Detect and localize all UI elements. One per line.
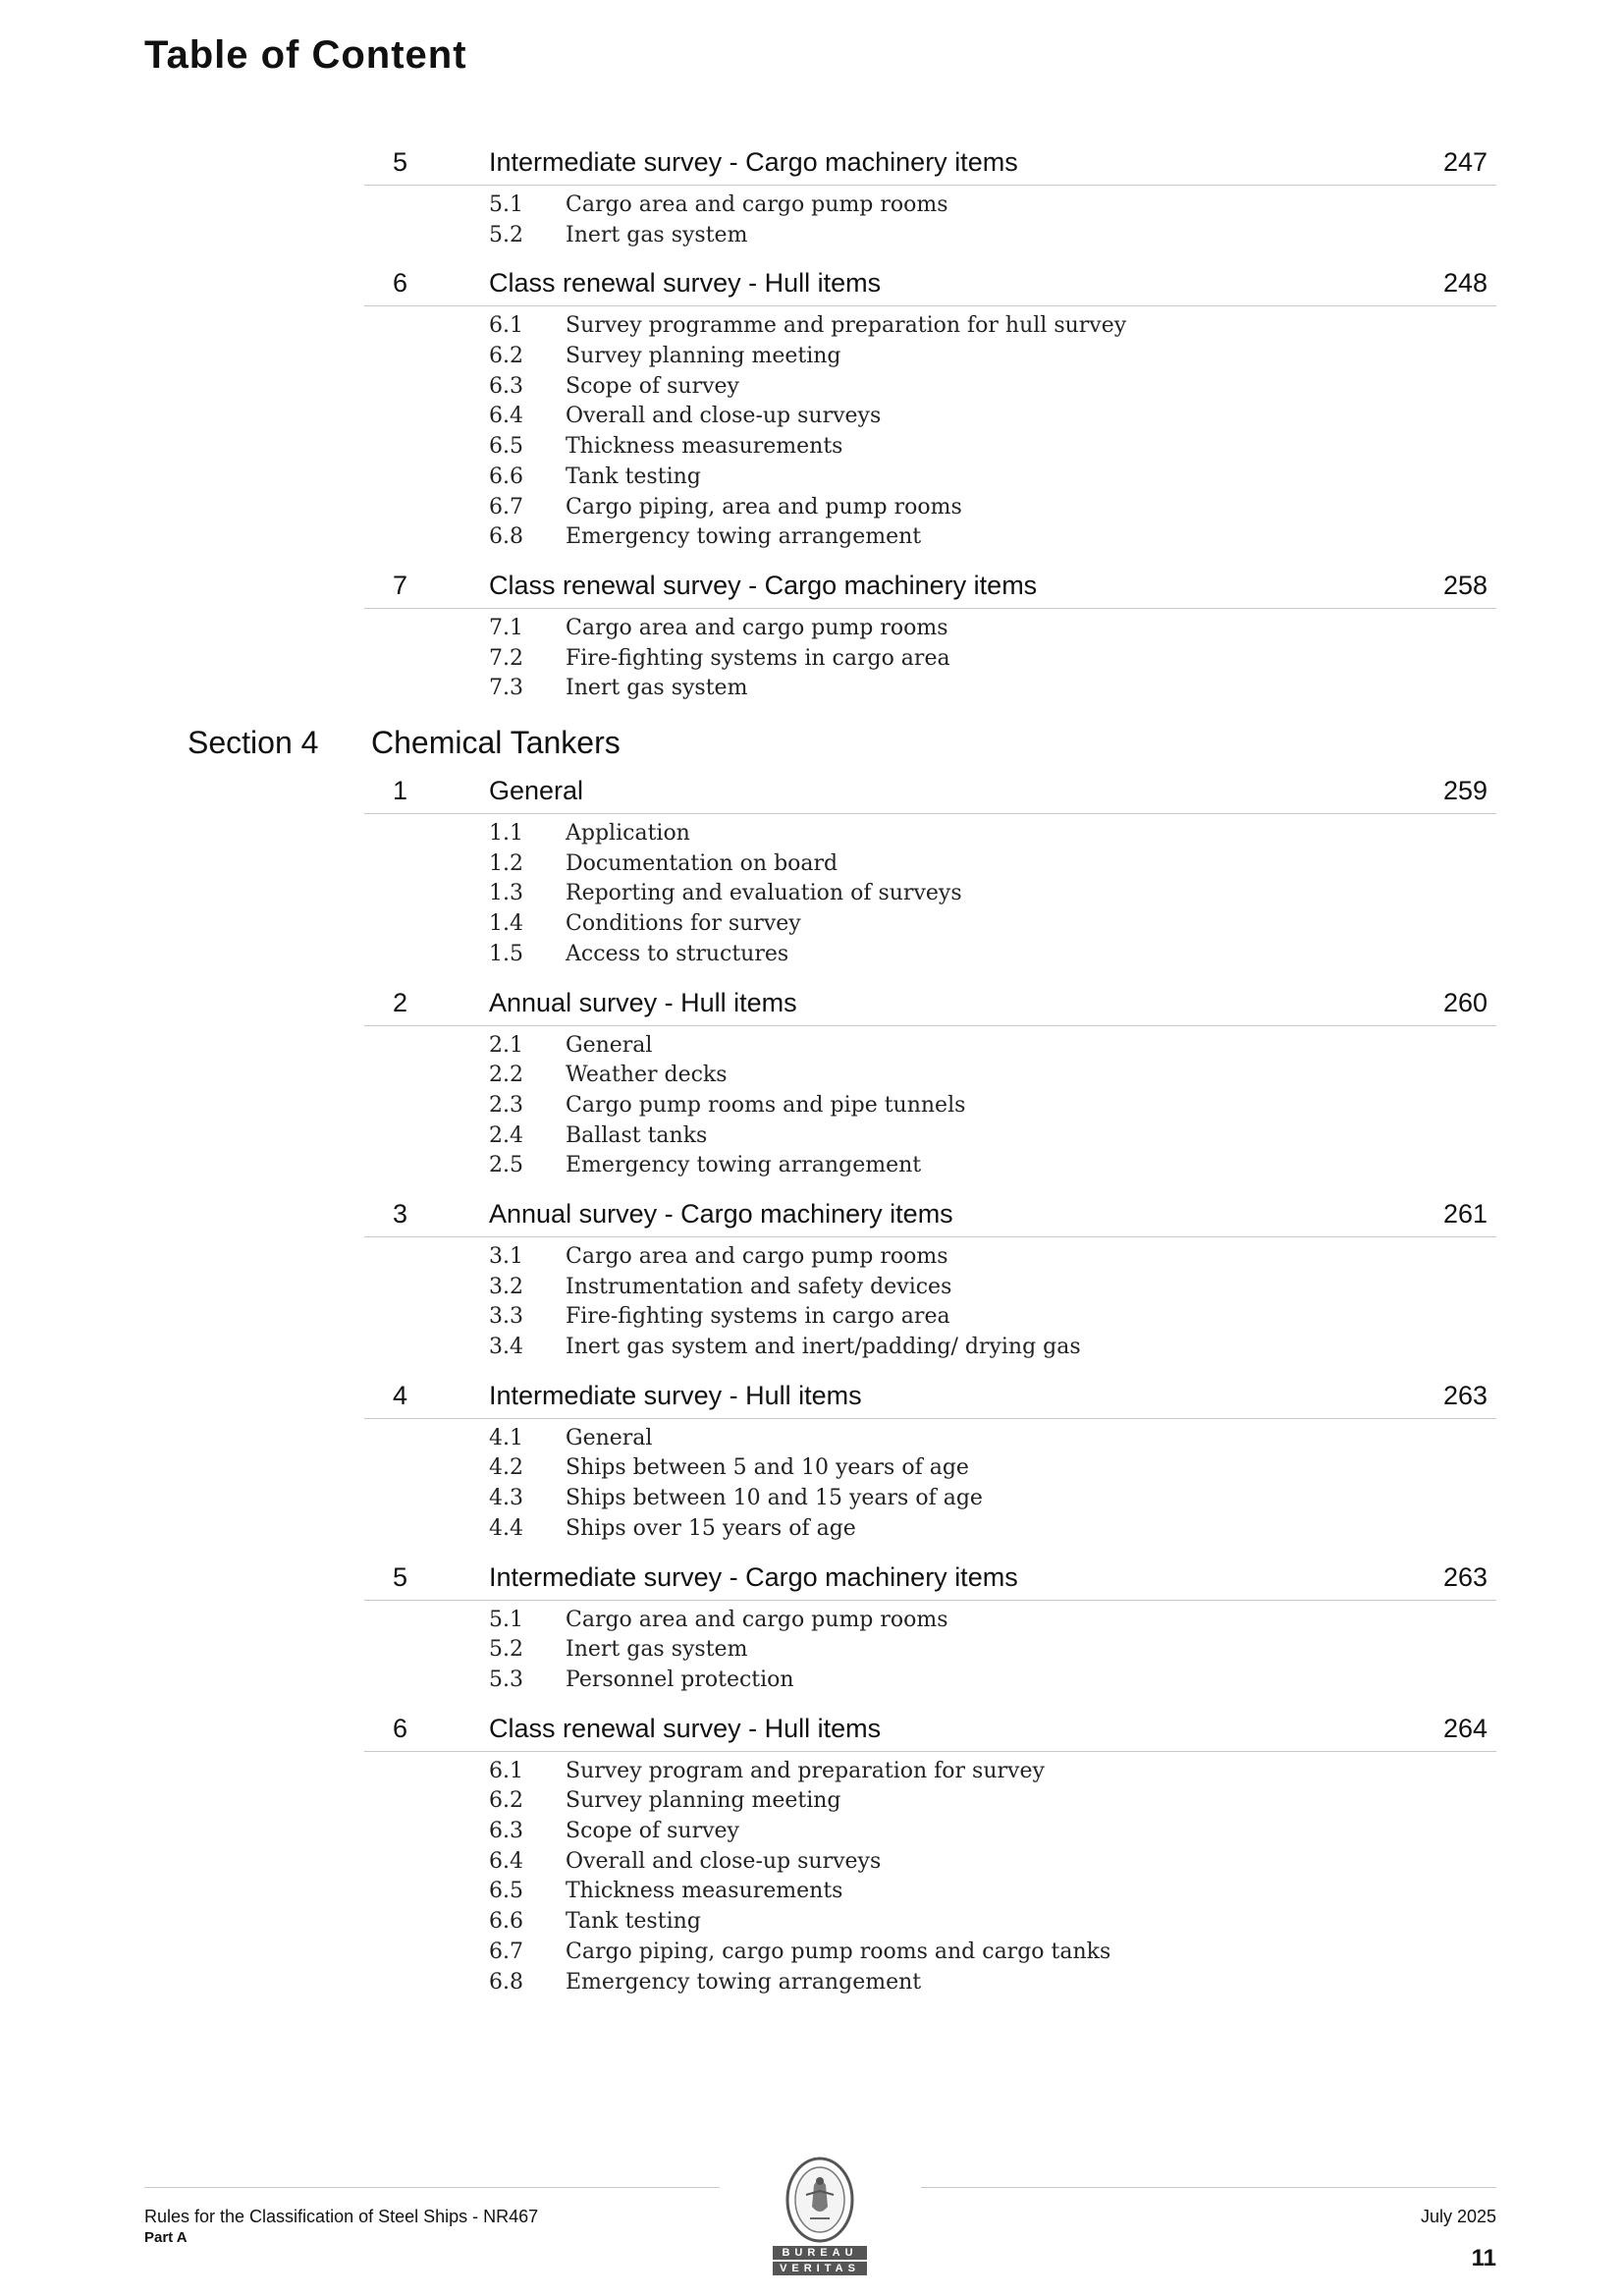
article-heading[interactable] bbox=[0, 1558, 1622, 1603]
subsection-number: 7.2 bbox=[489, 645, 523, 671]
subsection-number: 6.5 bbox=[489, 434, 523, 460]
article-heading[interactable] bbox=[0, 772, 1622, 816]
article-title: Intermediate survey - Hull items bbox=[489, 1380, 862, 1410]
subsection-item[interactable] bbox=[0, 1970, 1622, 2000]
subsection-item[interactable] bbox=[0, 851, 1622, 882]
article-title: Intermediate survey - Cargo machinery items bbox=[489, 1561, 1018, 1592]
article-title: Class renewal survey - Cargo machinery items bbox=[489, 571, 1038, 600]
article-heading[interactable] bbox=[0, 1377, 1622, 1421]
subsection-item[interactable] bbox=[0, 1455, 1622, 1486]
logo-seal-icon bbox=[771, 2156, 869, 2246]
subsection-list bbox=[0, 1426, 1622, 1547]
subsection-list bbox=[0, 1608, 1622, 1698]
subsection-number: 5.3 bbox=[489, 1667, 523, 1692]
subsection-number: 2.2 bbox=[489, 1063, 523, 1088]
article-divider bbox=[364, 1418, 1496, 1419]
subsection-title: Emergency towing arrangement bbox=[566, 1969, 922, 1995]
subsection-title: Thickness measurements bbox=[566, 434, 843, 460]
subsection-item[interactable] bbox=[0, 434, 1622, 465]
article-divider bbox=[364, 185, 1496, 186]
subsection-number: 6.2 bbox=[489, 344, 523, 369]
subsection-number: 4.4 bbox=[489, 1515, 523, 1541]
article-page-number: 258 bbox=[1442, 571, 1487, 600]
article-heading[interactable] bbox=[0, 984, 1622, 1028]
footer-divider-left bbox=[144, 2187, 720, 2188]
subsection-title: Overall and close-up surveys bbox=[566, 404, 882, 429]
subsection-number: 6.3 bbox=[489, 1819, 523, 1844]
subsection-item[interactable] bbox=[0, 1486, 1622, 1516]
subsection-title: Survey program and preparation for survey bbox=[566, 1758, 1045, 1783]
subsection-item[interactable] bbox=[0, 1637, 1622, 1667]
subsection-number: 6.4 bbox=[489, 1848, 523, 1874]
subsection-number: 6.2 bbox=[489, 1788, 523, 1814]
article-page-number: 247 bbox=[1442, 147, 1487, 177]
section-title: Chemical Tankers bbox=[371, 725, 621, 760]
subsection-title: Survey programme and preparation for hull survey bbox=[566, 313, 1127, 339]
subsection-number: 2.5 bbox=[489, 1153, 523, 1178]
subsection-item[interactable] bbox=[0, 821, 1622, 851]
subsection-number: 1.1 bbox=[489, 821, 523, 846]
subsection-title: Instrumentation and safety devices bbox=[566, 1274, 952, 1299]
subsection-number: 4.2 bbox=[489, 1455, 523, 1481]
subsection-number: 5.1 bbox=[489, 192, 523, 217]
subsection-number: 6.6 bbox=[489, 464, 523, 489]
bureau-veritas-logo bbox=[771, 2156, 869, 2278]
subsection-number: 5.2 bbox=[489, 1637, 523, 1663]
subsection-number: 4.1 bbox=[489, 1425, 523, 1450]
subsection-item[interactable] bbox=[0, 676, 1622, 706]
subsection-item[interactable] bbox=[0, 942, 1622, 972]
subsection-title: Survey planning meeting bbox=[566, 344, 841, 369]
subsection-title: Cargo piping, area and pump rooms bbox=[566, 494, 962, 519]
subsection-number: 3.4 bbox=[489, 1335, 523, 1360]
subsection-number: 3.2 bbox=[489, 1274, 523, 1299]
article-heading[interactable] bbox=[0, 1710, 1622, 1754]
subsection-item[interactable] bbox=[0, 1788, 1622, 1819]
article-divider bbox=[364, 1751, 1496, 1752]
page-number: 11 bbox=[1471, 2245, 1496, 2271]
article-number: 7 bbox=[393, 571, 408, 600]
article-divider bbox=[364, 305, 1496, 306]
subsection-item[interactable] bbox=[0, 1759, 1622, 1789]
article-title: Class renewal survey - Hull items bbox=[489, 1713, 882, 1743]
subsection-number: 4.3 bbox=[489, 1486, 523, 1511]
subsection-item[interactable] bbox=[0, 1426, 1622, 1456]
subsection-item[interactable] bbox=[0, 1667, 1622, 1698]
article-number: 1 bbox=[393, 776, 408, 805]
subsection-title: Cargo area and cargo pump rooms bbox=[566, 192, 948, 217]
subsection-title: Application bbox=[566, 821, 690, 846]
subsection-title: Emergency towing arrangement bbox=[566, 1153, 922, 1178]
subsection-number: 1.3 bbox=[489, 881, 523, 906]
article-heading[interactable] bbox=[0, 1195, 1622, 1239]
subsection-item[interactable] bbox=[0, 881, 1622, 911]
subsection-item[interactable] bbox=[0, 1153, 1622, 1183]
subsection-number: 6.1 bbox=[489, 1758, 523, 1783]
subsection-title: Ships between 10 and 15 years of age bbox=[566, 1486, 983, 1511]
subsection-title: Scope of survey bbox=[566, 1819, 739, 1844]
footer-part: Part A bbox=[144, 2229, 188, 2246]
subsection-list bbox=[0, 821, 1622, 971]
subsection-title: Cargo area and cargo pump rooms bbox=[566, 1244, 948, 1269]
subsection-title: Inert gas system and inert/padding/ drying gas bbox=[566, 1335, 1081, 1360]
subsection-item[interactable] bbox=[0, 1819, 1622, 1849]
article-title: General bbox=[489, 776, 584, 805]
footer-date: July 2025 bbox=[1420, 2207, 1496, 2226]
subsection-title: Weather decks bbox=[566, 1063, 728, 1088]
subsection-title: Fire-fighting systems in cargo area bbox=[566, 645, 950, 671]
subsection-number: 7.1 bbox=[489, 616, 523, 640]
subsection-list bbox=[0, 616, 1622, 706]
subsection-item[interactable] bbox=[0, 1940, 1622, 1970]
subsection-item[interactable] bbox=[0, 1123, 1622, 1154]
article-number: 6 bbox=[393, 268, 408, 299]
subsection-item[interactable] bbox=[0, 1093, 1622, 1123]
subsection-title: General bbox=[566, 1425, 653, 1450]
subsection-item[interactable] bbox=[0, 192, 1622, 223]
subsection-title: Cargo area and cargo pump rooms bbox=[566, 1607, 948, 1632]
subsection-title: Survey planning meeting bbox=[566, 1788, 841, 1814]
article-divider bbox=[364, 608, 1496, 609]
subsection-item[interactable] bbox=[0, 374, 1622, 405]
subsection-number: 5.1 bbox=[489, 1607, 523, 1632]
subsection-item[interactable] bbox=[0, 1849, 1622, 1880]
section-number: Section 4 bbox=[188, 725, 319, 760]
subsection-number: 6.8 bbox=[489, 524, 523, 550]
subsection-number: 7.3 bbox=[489, 676, 523, 701]
subsection-item[interactable] bbox=[0, 911, 1622, 942]
section-heading bbox=[0, 725, 1622, 774]
subsection-item[interactable] bbox=[0, 524, 1622, 555]
subsection-list bbox=[0, 192, 1622, 252]
subsection-number: 2.4 bbox=[489, 1122, 523, 1148]
subsection-number: 6.4 bbox=[489, 404, 523, 429]
subsection-title: Cargo area and cargo pump rooms bbox=[566, 616, 948, 640]
subsection-item[interactable] bbox=[0, 646, 1622, 677]
subsection-title: Fire-fighting systems in cargo area bbox=[566, 1304, 950, 1330]
subsection-number: 6.1 bbox=[489, 313, 523, 339]
article-divider bbox=[364, 1025, 1496, 1026]
subsection-item[interactable] bbox=[0, 223, 1622, 253]
article-page-number: 260 bbox=[1442, 987, 1487, 1017]
subsection-number: 3.3 bbox=[489, 1304, 523, 1330]
article-page-number: 261 bbox=[1442, 1199, 1487, 1229]
subsection-title: Emergency towing arrangement bbox=[566, 524, 922, 550]
subsection-title: Inert gas system bbox=[566, 222, 748, 247]
subsection-number: 1.2 bbox=[489, 850, 523, 876]
article-page-number: 264 bbox=[1442, 1713, 1487, 1743]
subsection-item[interactable] bbox=[0, 1063, 1622, 1093]
subsection-title: Tank testing bbox=[566, 1909, 701, 1935]
subsection-title: Overall and close-up surveys bbox=[566, 1848, 882, 1874]
subsection-list bbox=[0, 1759, 1622, 2000]
subsection-item[interactable] bbox=[0, 1033, 1622, 1064]
subsection-item[interactable] bbox=[0, 1335, 1622, 1365]
article-divider bbox=[364, 1236, 1496, 1237]
subsection-item[interactable] bbox=[0, 1879, 1622, 1909]
subsection-item[interactable] bbox=[0, 495, 1622, 525]
subsection-title: Ships over 15 years of age bbox=[566, 1515, 856, 1541]
subsection-title: Inert gas system bbox=[566, 676, 748, 701]
subsection-title: Tank testing bbox=[566, 464, 701, 489]
subsection-title: Ships between 5 and 10 years of age bbox=[566, 1455, 969, 1481]
article-divider bbox=[364, 813, 1496, 814]
subsection-number: 2.1 bbox=[489, 1032, 523, 1058]
subsection-item[interactable] bbox=[0, 1275, 1622, 1305]
subsection-title: Ballast tanks bbox=[566, 1122, 708, 1148]
subsection-list bbox=[0, 1033, 1622, 1183]
subsection-number: 3.1 bbox=[489, 1244, 523, 1269]
article-title: Intermediate survey - Cargo machinery items bbox=[489, 147, 1018, 177]
article-number: 2 bbox=[393, 987, 408, 1017]
subsection-number: 1.5 bbox=[489, 941, 523, 966]
subsection-title: Conditions for survey bbox=[566, 911, 801, 937]
subsection-title: Documentation on board bbox=[566, 850, 838, 876]
subsection-number: 6.7 bbox=[489, 494, 523, 519]
subsection-title: Cargo piping, cargo pump rooms and cargo tanks bbox=[566, 1939, 1111, 1964]
article-number: 3 bbox=[393, 1199, 408, 1229]
logo-band-bottom: VERITAS bbox=[773, 2262, 867, 2275]
subsection-number: 2.3 bbox=[489, 1092, 523, 1118]
article-page-number: 259 bbox=[1442, 776, 1487, 805]
subsection-title: Thickness measurements bbox=[566, 1879, 843, 1904]
subsection-title: Reporting and evaluation of surveys bbox=[566, 881, 962, 906]
page-title: Table of Content bbox=[144, 33, 467, 77]
subsection-title: Scope of survey bbox=[566, 373, 739, 399]
subsection-number: 1.4 bbox=[489, 911, 523, 937]
subsection-item[interactable] bbox=[0, 1516, 1622, 1547]
article-heading[interactable] bbox=[0, 264, 1622, 308]
subsection-item[interactable] bbox=[0, 616, 1622, 646]
subsection-title: General bbox=[566, 1032, 653, 1058]
article-title: Annual survey - Cargo machinery items bbox=[489, 1199, 953, 1229]
subsection-number: 6.8 bbox=[489, 1969, 523, 1995]
subsection-number: 6.3 bbox=[489, 373, 523, 399]
article-title: Annual survey - Hull items bbox=[489, 987, 797, 1017]
logo-band-top: BUREAU bbox=[773, 2246, 867, 2260]
subsection-item[interactable] bbox=[0, 1909, 1622, 1940]
subsection-number: 5.2 bbox=[489, 222, 523, 247]
subsection-item[interactable] bbox=[0, 344, 1622, 374]
subsection-number: 6.5 bbox=[489, 1879, 523, 1904]
article-divider bbox=[364, 1600, 1496, 1601]
subsection-title: Cargo pump rooms and pipe tunnels bbox=[566, 1092, 966, 1118]
subsection-title: Personnel protection bbox=[566, 1667, 794, 1692]
article-page-number: 248 bbox=[1442, 268, 1487, 299]
subsection-item[interactable] bbox=[0, 313, 1622, 344]
article-heading[interactable] bbox=[0, 143, 1622, 188]
subsection-item[interactable] bbox=[0, 1244, 1622, 1275]
article-number: 5 bbox=[393, 1561, 408, 1592]
subsection-item[interactable] bbox=[0, 465, 1622, 495]
article-page-number: 263 bbox=[1442, 1561, 1487, 1592]
article-number: 6 bbox=[393, 1713, 408, 1743]
subsection-number: 6.6 bbox=[489, 1909, 523, 1935]
article-number: 5 bbox=[393, 147, 408, 177]
article-page-number: 263 bbox=[1442, 1380, 1487, 1410]
article-number: 4 bbox=[393, 1380, 408, 1410]
article-title: Class renewal survey - Hull items bbox=[489, 268, 882, 299]
subsection-title: Access to structures bbox=[566, 941, 789, 966]
article-heading[interactable] bbox=[0, 567, 1622, 611]
subsection-list bbox=[0, 313, 1622, 555]
subsection-item[interactable] bbox=[0, 1608, 1622, 1638]
footer-divider-right bbox=[921, 2187, 1496, 2188]
subsection-list bbox=[0, 1244, 1622, 1365]
footer-document-title: Rules for the Classification of Steel Ships - NR467 bbox=[144, 2207, 539, 2226]
subsection-title: Inert gas system bbox=[566, 1637, 748, 1663]
subsection-number: 6.7 bbox=[489, 1939, 523, 1964]
subsection-item[interactable] bbox=[0, 404, 1622, 434]
subsection-item[interactable] bbox=[0, 1304, 1622, 1335]
